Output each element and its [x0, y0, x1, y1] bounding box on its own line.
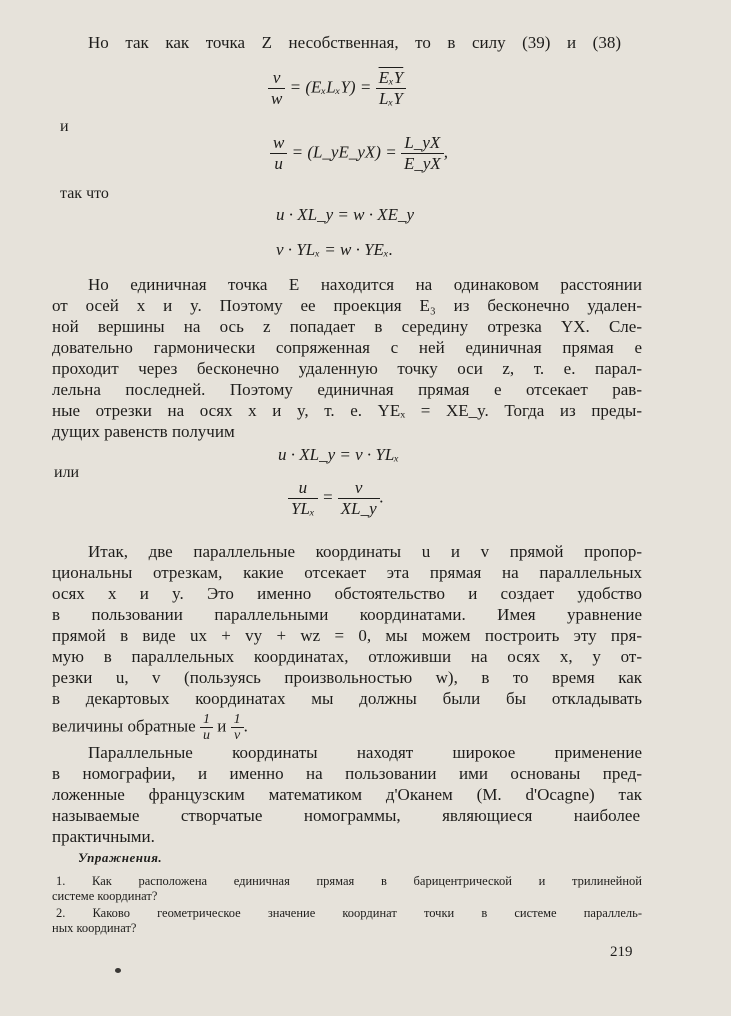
text-line: мую в параллельных координатах, отложивши на осях x, y от-	[52, 647, 642, 666]
formula-6	[288, 478, 384, 519]
fraction	[231, 712, 244, 743]
text-line: резки u, v (пользуясь произвольностью w), в то время как	[52, 668, 642, 687]
formula-tail: ,	[443, 142, 449, 162]
formula-tail: .	[379, 487, 384, 507]
fraction	[268, 68, 285, 109]
fraction	[338, 478, 380, 519]
denominator: XL_y	[340, 499, 377, 518]
numerator: v	[338, 478, 380, 499]
text-line: дущих равенств получим	[52, 422, 235, 441]
conjunction-label: и	[60, 118, 69, 135]
conjunction-label: так что	[60, 185, 109, 202]
fraction	[376, 68, 407, 109]
denominator: YLₓ	[291, 499, 315, 518]
numerator: v	[268, 68, 285, 89]
conjunction-label: или	[54, 464, 80, 481]
fraction	[270, 133, 287, 174]
text-line: в номографии, и именно на пользовании ими основаны пред-	[52, 764, 642, 783]
text-line: в пользовании параллельными координатами. Имея уравнение	[52, 605, 642, 624]
text-line: осях x и y. Это именно обстоятельство и создает удобство	[52, 584, 642, 603]
text-line-with-fractions	[52, 712, 642, 743]
text-fragment: и	[217, 716, 227, 736]
text-line: довательно гармонически сопряженная с ней единичная прямая e	[52, 338, 642, 357]
numerator: L_yX	[401, 133, 444, 154]
formula-middle: = (EₓLₓY) =	[289, 77, 372, 97]
formula-1	[268, 68, 406, 109]
text-line: циональны отрезкам, какие отсекает эта прямая на параллельных	[52, 563, 642, 582]
text-line: ложенные французским математиком д'Оканем (M. d'Ocagne) так	[52, 785, 642, 804]
numerator: u	[288, 478, 318, 499]
denominator: u	[202, 728, 210, 743]
denominator: w	[271, 89, 283, 108]
fraction	[401, 133, 444, 174]
text-line: в декартовых координатах мы должны были бы откладывать	[52, 689, 642, 708]
formula-2	[270, 133, 448, 174]
formula-3: u · XL_y = w · XE_y	[276, 205, 415, 224]
print-speck	[115, 968, 121, 973]
exercise-line: 1. Как расположена единичная прямая в барицентрической и трилинейной	[56, 874, 642, 888]
exercise-line: ных координат?	[52, 921, 137, 935]
text-line: проходит через бесконечно удаленную точку оси z, т. е. парал-	[52, 359, 642, 378]
equals-sign: =	[322, 487, 334, 507]
text-line: от осей x и y. Поэтому ее проекция E₃ из бесконечно удален-	[52, 296, 642, 315]
formula-middle: = (L_yE_yX) =	[291, 142, 397, 162]
text-line: называемые створчатые номограммы, являющиеся наиболее	[52, 806, 640, 825]
denominator: E_yX	[403, 154, 441, 173]
text-line: ные отрезки на осях x и y, т. е. YEₓ = XE_y. Тогда из преды-	[52, 401, 642, 420]
text-line: прямой в виде ux + vy + wz = 0, мы можем построить эту пря-	[52, 626, 642, 645]
text-line: Параллельные координаты находят широкое применение	[88, 743, 642, 762]
formula-4: v · YLₓ = w · YEₓ.	[276, 240, 394, 259]
text-fragment: .	[243, 716, 248, 736]
denominator: v	[233, 728, 241, 743]
denominator: LₓY	[379, 89, 403, 108]
numerator: w	[270, 133, 287, 154]
exercises-heading: Упражнения.	[78, 850, 163, 865]
exercise-line: системе координат?	[52, 889, 158, 903]
text-line: Но так как точка Z несобственная, то в силу (39) и (38)	[88, 33, 621, 52]
denominator: u	[274, 154, 283, 173]
page-number: 219	[610, 944, 633, 960]
text-line: ной вершины на ось z попадает в середину отрезка YX. Сле-	[52, 317, 642, 336]
text-line: Но единичная точка E находится на одинаковом расстоянии	[88, 275, 642, 294]
text-line: лельна последней. Поэтому единичная прямая e отсекает рав-	[52, 380, 642, 399]
numerator: $\overline{E_xY}$	[376, 68, 407, 89]
fraction	[288, 478, 318, 519]
text-fragment: величины обратные	[52, 716, 196, 736]
text-line: практичными.	[52, 827, 155, 846]
numerator: 1	[200, 712, 213, 728]
numerator: 1	[231, 712, 244, 728]
formula-5: u · XL_y = v · YLₓ	[278, 445, 400, 464]
text-line: Итак, две параллельные координаты u и v прямой пропор-	[88, 542, 642, 561]
exercise-line: 2. Каково геометрическое значение координат точки в системе параллель-	[56, 906, 642, 920]
fraction	[200, 712, 213, 743]
